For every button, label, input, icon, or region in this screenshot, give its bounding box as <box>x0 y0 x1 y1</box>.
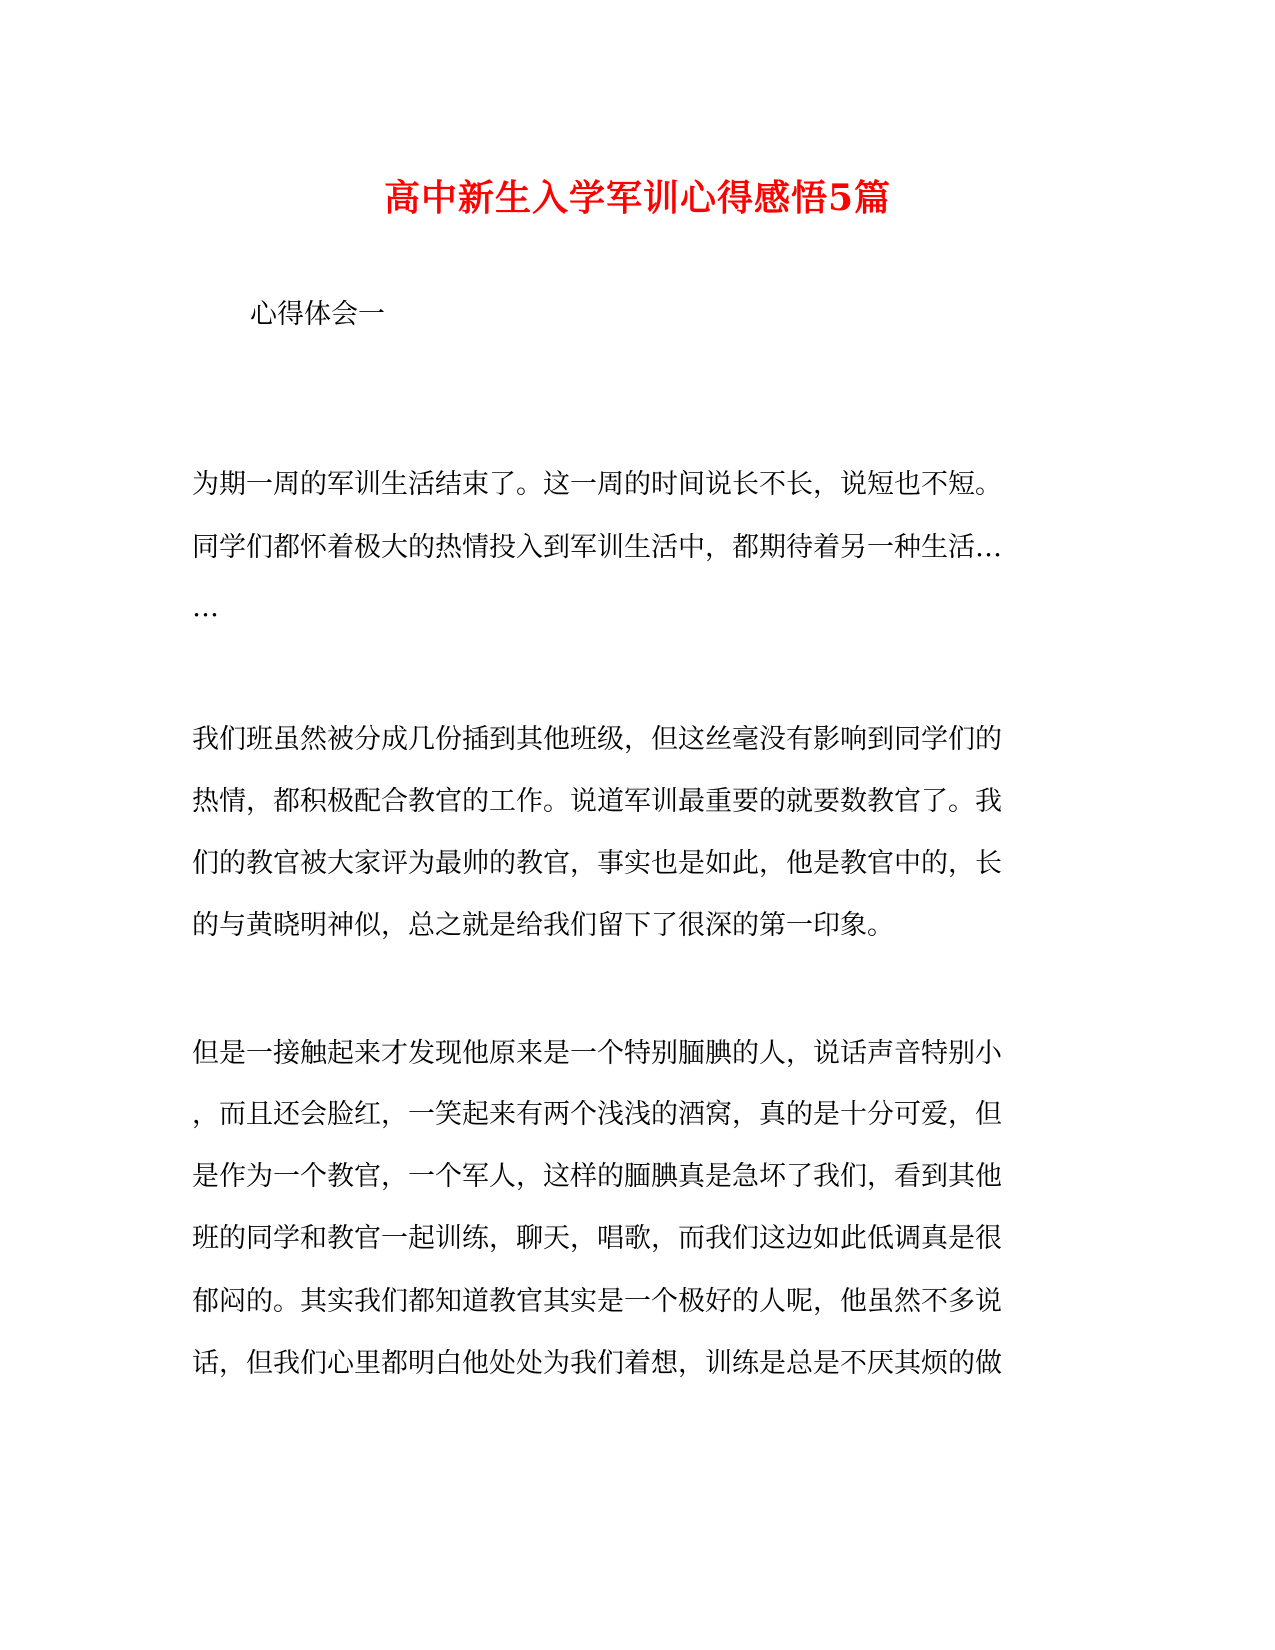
paragraph-1-line-3: … <box>192 592 219 623</box>
document-title: 高中新生入学军训心得感悟5篇 <box>383 177 892 219</box>
paragraph-3-line-5: 郁闷的。其实我们都知道教官其实是一个极好的人呢，他虽然不多说 <box>192 1286 1002 1317</box>
paragraph-3-line-2: ，而且还会脸红，一笑起来有两个浅浅的酒窝，真的是十分可爱，但 <box>192 1099 1002 1130</box>
paragraph-1-line-2: 同学们都怀着极大的热情投入到军训生活中，都期待着另一种生活… <box>192 532 1002 563</box>
paragraph-3-line-6: 话，但我们心里都明白他处处为我们着想，训练是总是不厌其烦的做 <box>192 1348 1002 1379</box>
paragraph-3-line-1: 但是一接触起来才发现他原来是一个特别腼腆的人，说话声音特别小 <box>192 1038 1002 1069</box>
paragraph-1-line-1: 为期一周的军训生活结束了。这一周的时间说长不长，说短也不短。 <box>192 469 1002 500</box>
paragraph-2-line-2: 热情，都积极配合教官的工作。说道军训最重要的就要数教官了。我 <box>192 786 1002 817</box>
paragraph-2-line-4: 的与黄晓明神似，总之就是给我们留下了很深的第一印象。 <box>192 910 894 941</box>
section-heading: 心得体会一 <box>250 299 385 330</box>
paragraph-3-line-3: 是作为一个教官，一个军人，这样的腼腆真是急坏了我们，看到其他 <box>192 1161 1002 1192</box>
paragraph-2-line-3: 们的教官被大家评为最帅的教官，事实也是如此，他是教官中的，长 <box>192 848 1002 879</box>
paragraph-2-line-1: 我们班虽然被分成几份插到其他班级，但这丝毫没有影响到同学们的 <box>192 724 1002 755</box>
paragraph-3-line-4: 班的同学和教官一起训练，聊天，唱歌，而我们这边如此低调真是很 <box>192 1223 1002 1254</box>
